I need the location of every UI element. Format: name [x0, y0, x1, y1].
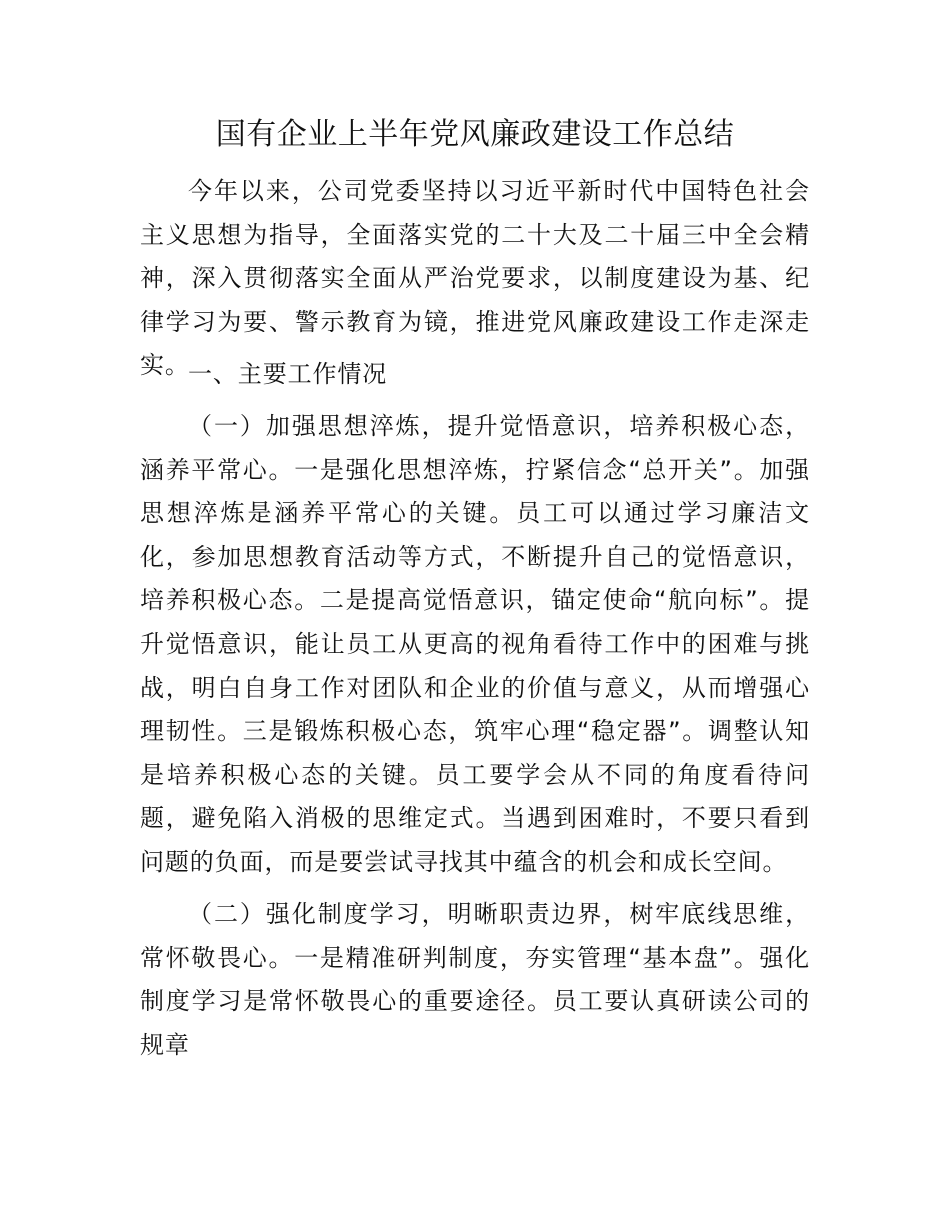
section-heading: 一、主要工作情况 [188, 360, 388, 388]
body-paragraph-2: （二）强化制度学习，明晰职责边界，树牢底线思维，常怀敬畏心。一是精准研判制度，夯实管理“基本盘”。强化制度学习是常怀敬畏心的重要途径。员工要认真研读公司的规章 [140, 900, 810, 1059]
body-paragraph-1: （一）加强思想淬炼，提升觉悟意识，培养积极心态，涵养平常心。一是强化思想淬炼，拧紧信念“总开关”。加强思想淬炼是涵养平常心的关键。员工可以通过学习廉洁文化，参加思想教育活动等方式，不断提升自己的觉悟意识，培养积极心态。二是提高觉悟意识，锚定使命“航向标”。提升觉悟意识，能让员工从更高的视角看待工作中的困难与挑战，明白自身工作对团队和企业的价值与意义，从而增强心理韧性。三是锻炼积极心态，筑牢心理“稳定器”。调整认知是培养积极心态的关键。员工要学会从不同的角度看待问题，避免陷入消极的思维定式。当遇到困难时，不要只看到问题的负面，而是要尝试寻找其中蕴含的机会和成长空间。 [140, 412, 810, 876]
intro-paragraph: 今年以来，公司党委坚持以习近平新时代中国特色社会主义思想为指导，全面落实党的二十大及二十届三中全会精神，深入贯彻落实全面从严治党要求，以制度建设为基、纪律学习为要、警示教育为镜，推进党风廉政建设工作走深走实。 [140, 177, 810, 380]
document-title: 国有企业上半年党风廉政建设工作总结 [215, 117, 735, 152]
